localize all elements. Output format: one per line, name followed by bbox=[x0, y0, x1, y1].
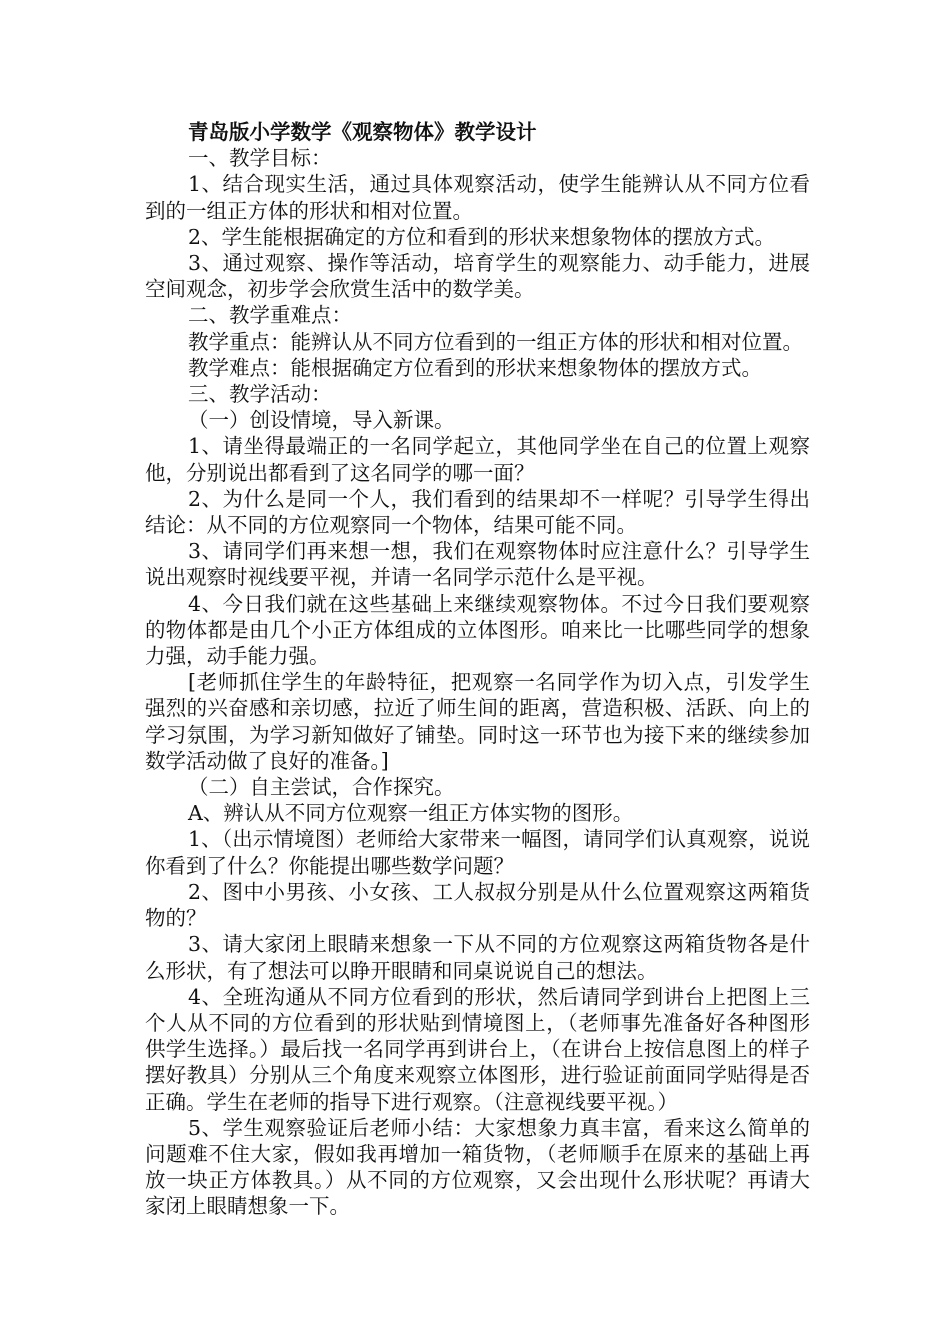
paragraph-difficult-point: 教学难点：能根据确定方位看到的形状来想象物体的摆放方式。 bbox=[188, 355, 762, 380]
paragraph-section-1-step-1: 1、请坐得最端正的一名同学起立，其他同学坐在自己的位置上观察他，分别说出都看到了这名同学的哪一面？ bbox=[145, 434, 810, 485]
paragraph-section-2-step-5: 5、学生观察验证后老师小结：大家想象力真丰富，看来这么简单的问题难不住大家，假如我再增加一箱货物，（老师顺手在原来的基础上再放一块正方体教具。）从不同的方位观察，又会出现什么形状呢？再请大家闭上眼睛想象一下。 bbox=[145, 1115, 810, 1219]
paragraph-key-point: 教学重点：能辨认从不同方位看到的一组正方体的形状和相对位置。 bbox=[188, 329, 803, 354]
paragraph-section-2-step-1: 1、（出示情境图）老师给大家带来一幅图，请同学们认真观察，说说你看到了什么？你能提出哪些数学问题？ bbox=[145, 827, 810, 878]
paragraph-section-1-step-3: 3、请同学们再来想一想，我们在观察物体时应注意什么？引导学生说出观察时视线要平视，并请一名同学示范什么是平视。 bbox=[145, 539, 810, 590]
document-body bbox=[145, 119, 810, 1220]
paragraph-objective-1: 1、结合现实生活，通过具体观察活动，使学生能辨认从不同方位看到的一组正方体的形状和相对位置。 bbox=[145, 172, 810, 223]
paragraph-section-1-step-4: 4、今日我们就在这些基础上来继续观察物体。不过今日我们要观察的物体都是由几个小正方体组成的立体图形。咱来比一比哪些同学的想象力强，动手能力强。 bbox=[145, 591, 810, 669]
paragraph-section-2-step-4: 4、全班沟通从不同方位看到的形状，然后请同学到讲台上把图上三个人从不同的方位看到的形状贴到情境图上，（老师事先准备好各种图形供学生选择。）最后找一名同学再到讲台上，（在讲台上按信息图上的样子摆好教具）分别从三个角度来观察立体图形，进行验证前面同学贴得是否正确。学生在老师的指导下进行观察。（注意视线要平视。） bbox=[145, 984, 810, 1114]
paragraph-section-2-subheading-a: A、辨认从不同方位观察一组正方体实物的图形。 bbox=[188, 801, 634, 826]
paragraph-activities-heading: 三、教学活动： bbox=[188, 382, 332, 407]
paragraph-key-points-heading: 二、教学重难点： bbox=[188, 303, 352, 328]
paragraph-section-2-heading: （二）自主尝试，合作探究。 bbox=[188, 775, 455, 800]
paragraph-section-1-step-2: 2、为什么是同一个人，我们看到的结果却不一样呢？引导学生得出结论：从不同的方位观察同一个物体，结果可能不同。 bbox=[145, 486, 810, 538]
paragraph-section-2-step-3: 3、请大家闭上眼睛来想象一下从不同的方位观察这两箱货物各是什么形状，有了想法可以睁开眼睛和同桌说说自己的想法。 bbox=[145, 932, 810, 983]
paragraph-objective-3: 3、通过观察、操作等活动，培育学生的观察能力、动手能力，进展空间观念，初步学会欣赏生活中的数学美。 bbox=[145, 251, 810, 302]
paragraph-teacher-note: [老师抓住学生的年龄特征，把观察一名同学作为切入点，引发学生强烈的兴奋感和亲切感，拉近了师生间的距离，营造积极、活跃、向上的学习氛围，为学习新知做好了铺垫。同时这一环节也为接下来的继续参加数学活动做了良好的准备。] bbox=[145, 670, 810, 773]
document-title: 青岛版小学数学《观察物体》教学设计 bbox=[188, 120, 537, 144]
paragraph-objectives-heading: 一、教学目标： bbox=[188, 146, 332, 171]
paragraph-section-2-step-2: 2、图中小男孩、小女孩、工人叔叔分别是从什么位置观察这两箱货物的？ bbox=[145, 879, 810, 931]
paragraph-section-1-heading: （一）创设情境，导入新课。 bbox=[188, 408, 455, 433]
paragraph-objective-2: 2、学生能根据确定的方位和看到的形状来想象物体的摆放方式。 bbox=[188, 224, 776, 249]
